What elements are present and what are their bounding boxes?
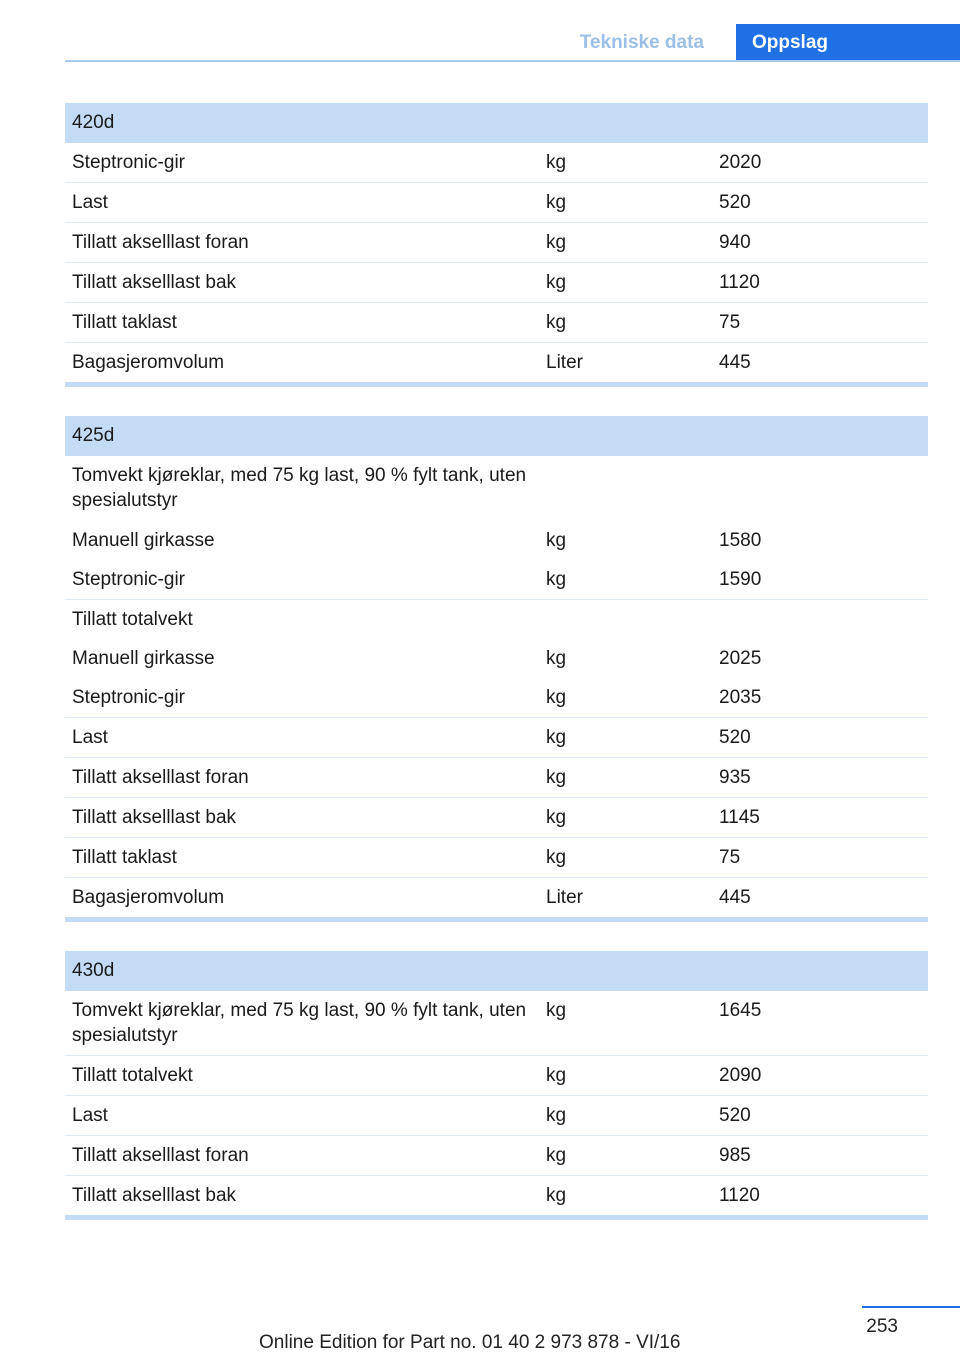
row-unit [539,463,712,521]
row-unit: kg [546,687,567,708]
row-value: 520 [719,1105,751,1126]
row-value: 445 [719,352,751,373]
row-label: Manuell girkasse [72,648,215,669]
table-430d [65,951,928,1220]
row-unit: kg [546,1185,567,1206]
row-value: 520 [719,192,751,213]
row-label: Steptronic-gir [72,687,185,708]
table-title: 425d [65,416,928,456]
row-value: 1580 [719,530,762,551]
row-unit: Liter [546,352,583,373]
row-unit: kg [546,1065,567,1086]
row-unit: kg [546,232,567,253]
row-label: Tillatt akselllast foran [72,767,249,788]
row-label: Tomvekt kjøreklar, med 75 kg last, 90 % fylt tank, uten spesialutstyr [72,465,527,511]
row-label: Manuell girkasse [72,530,215,551]
table-row [65,1096,928,1136]
row-value [712,600,928,639]
table-420d [65,103,928,387]
row-value: 935 [719,767,751,788]
row-value: 1120 [719,1185,760,1206]
page-header [65,24,960,62]
row-value: 520 [719,727,751,748]
row-label: Tillatt akselllast foran [72,232,249,253]
row-label: Tillatt taklast [72,847,177,868]
row-value: 75 [719,847,741,868]
row-label: Tillatt akselllast bak [72,1185,237,1206]
table-425d [65,416,928,922]
table-row [65,263,928,303]
row-value: 1645 [719,1000,762,1021]
table-row [65,639,928,678]
tab-oppslag[interactable]: Oppslag [736,24,960,62]
page-number: 253 [866,1316,898,1337]
table-row [65,143,928,183]
row-label: Bagasjeromvolum [72,887,225,908]
table-row [65,718,928,758]
row-unit: kg [546,312,567,333]
table-row [65,560,928,600]
row-label: Tillatt akselllast bak [72,807,237,828]
row-value: 445 [719,887,751,908]
table-title: 430d [65,951,928,991]
row-unit: kg [546,530,567,551]
table-row [65,798,928,838]
edition-text: Online Edition for Part no. 01 40 2 973 878 - VI/16 [259,1332,681,1353]
table-row [65,878,928,917]
table-row [65,678,928,718]
row-value: 985 [719,1145,751,1166]
table-row [65,838,928,878]
row-label: Tillatt akselllast foran [72,1145,249,1166]
row-label: Steptronic-gir [72,152,185,173]
row-value: 1120 [719,272,760,293]
table-row [65,456,928,521]
row-unit: kg [546,767,567,788]
table-end-bar [65,1215,928,1220]
row-value: 75 [719,312,741,333]
row-unit: kg [546,569,567,590]
row-label: Tillatt taklast [72,312,177,333]
footer-divider [862,1306,960,1308]
row-value: 940 [719,232,751,253]
table-title: 420d [65,103,928,143]
table-row [65,303,928,343]
row-label: Tillatt totalvekt [72,1065,193,1086]
row-label: Tillatt akselllast bak [72,272,237,293]
row-label: Last [72,192,108,213]
row-unit: kg [546,648,567,669]
row-value [712,463,928,521]
table-row [65,223,928,263]
row-unit [539,600,712,639]
row-value: 2035 [719,687,762,708]
row-value: 1590 [719,569,762,590]
tab-tekniske-data[interactable]: Tekniske data [579,32,704,53]
table-row [65,521,928,560]
row-label: Bagasjeromvolum [72,352,225,373]
row-unit: kg [546,192,567,213]
row-unit: kg [546,1105,567,1126]
row-unit: kg [546,727,567,748]
row-unit: kg [546,1145,567,1166]
row-label: Steptronic-gir [72,569,185,590]
row-label: Last [72,727,108,748]
table-row [65,758,928,798]
table-row [65,1176,928,1215]
header-divider [65,60,960,62]
row-unit: kg [546,1000,567,1021]
table-row [65,1136,928,1176]
row-value: 2020 [719,152,762,173]
row-unit: kg [546,272,567,293]
table-end-bar [65,382,928,387]
row-unit: kg [546,152,567,173]
table-row [65,343,928,382]
row-unit: kg [546,807,567,828]
table-row [65,183,928,223]
row-label: Last [72,1105,108,1126]
table-end-bar [65,917,928,922]
row-value: 2090 [719,1065,762,1086]
row-value: 2025 [719,648,762,669]
row-value: 1145 [719,807,760,828]
row-unit: kg [546,847,567,868]
table-row [65,1056,928,1096]
table-row [65,600,928,639]
table-row [65,991,928,1056]
row-label: Tillatt totalvekt [72,609,193,630]
row-label: Tomvekt kjøreklar, med 75 kg last, 90 % fylt tank, uten spesialutstyr [72,1000,527,1046]
row-unit: Liter [546,887,583,908]
